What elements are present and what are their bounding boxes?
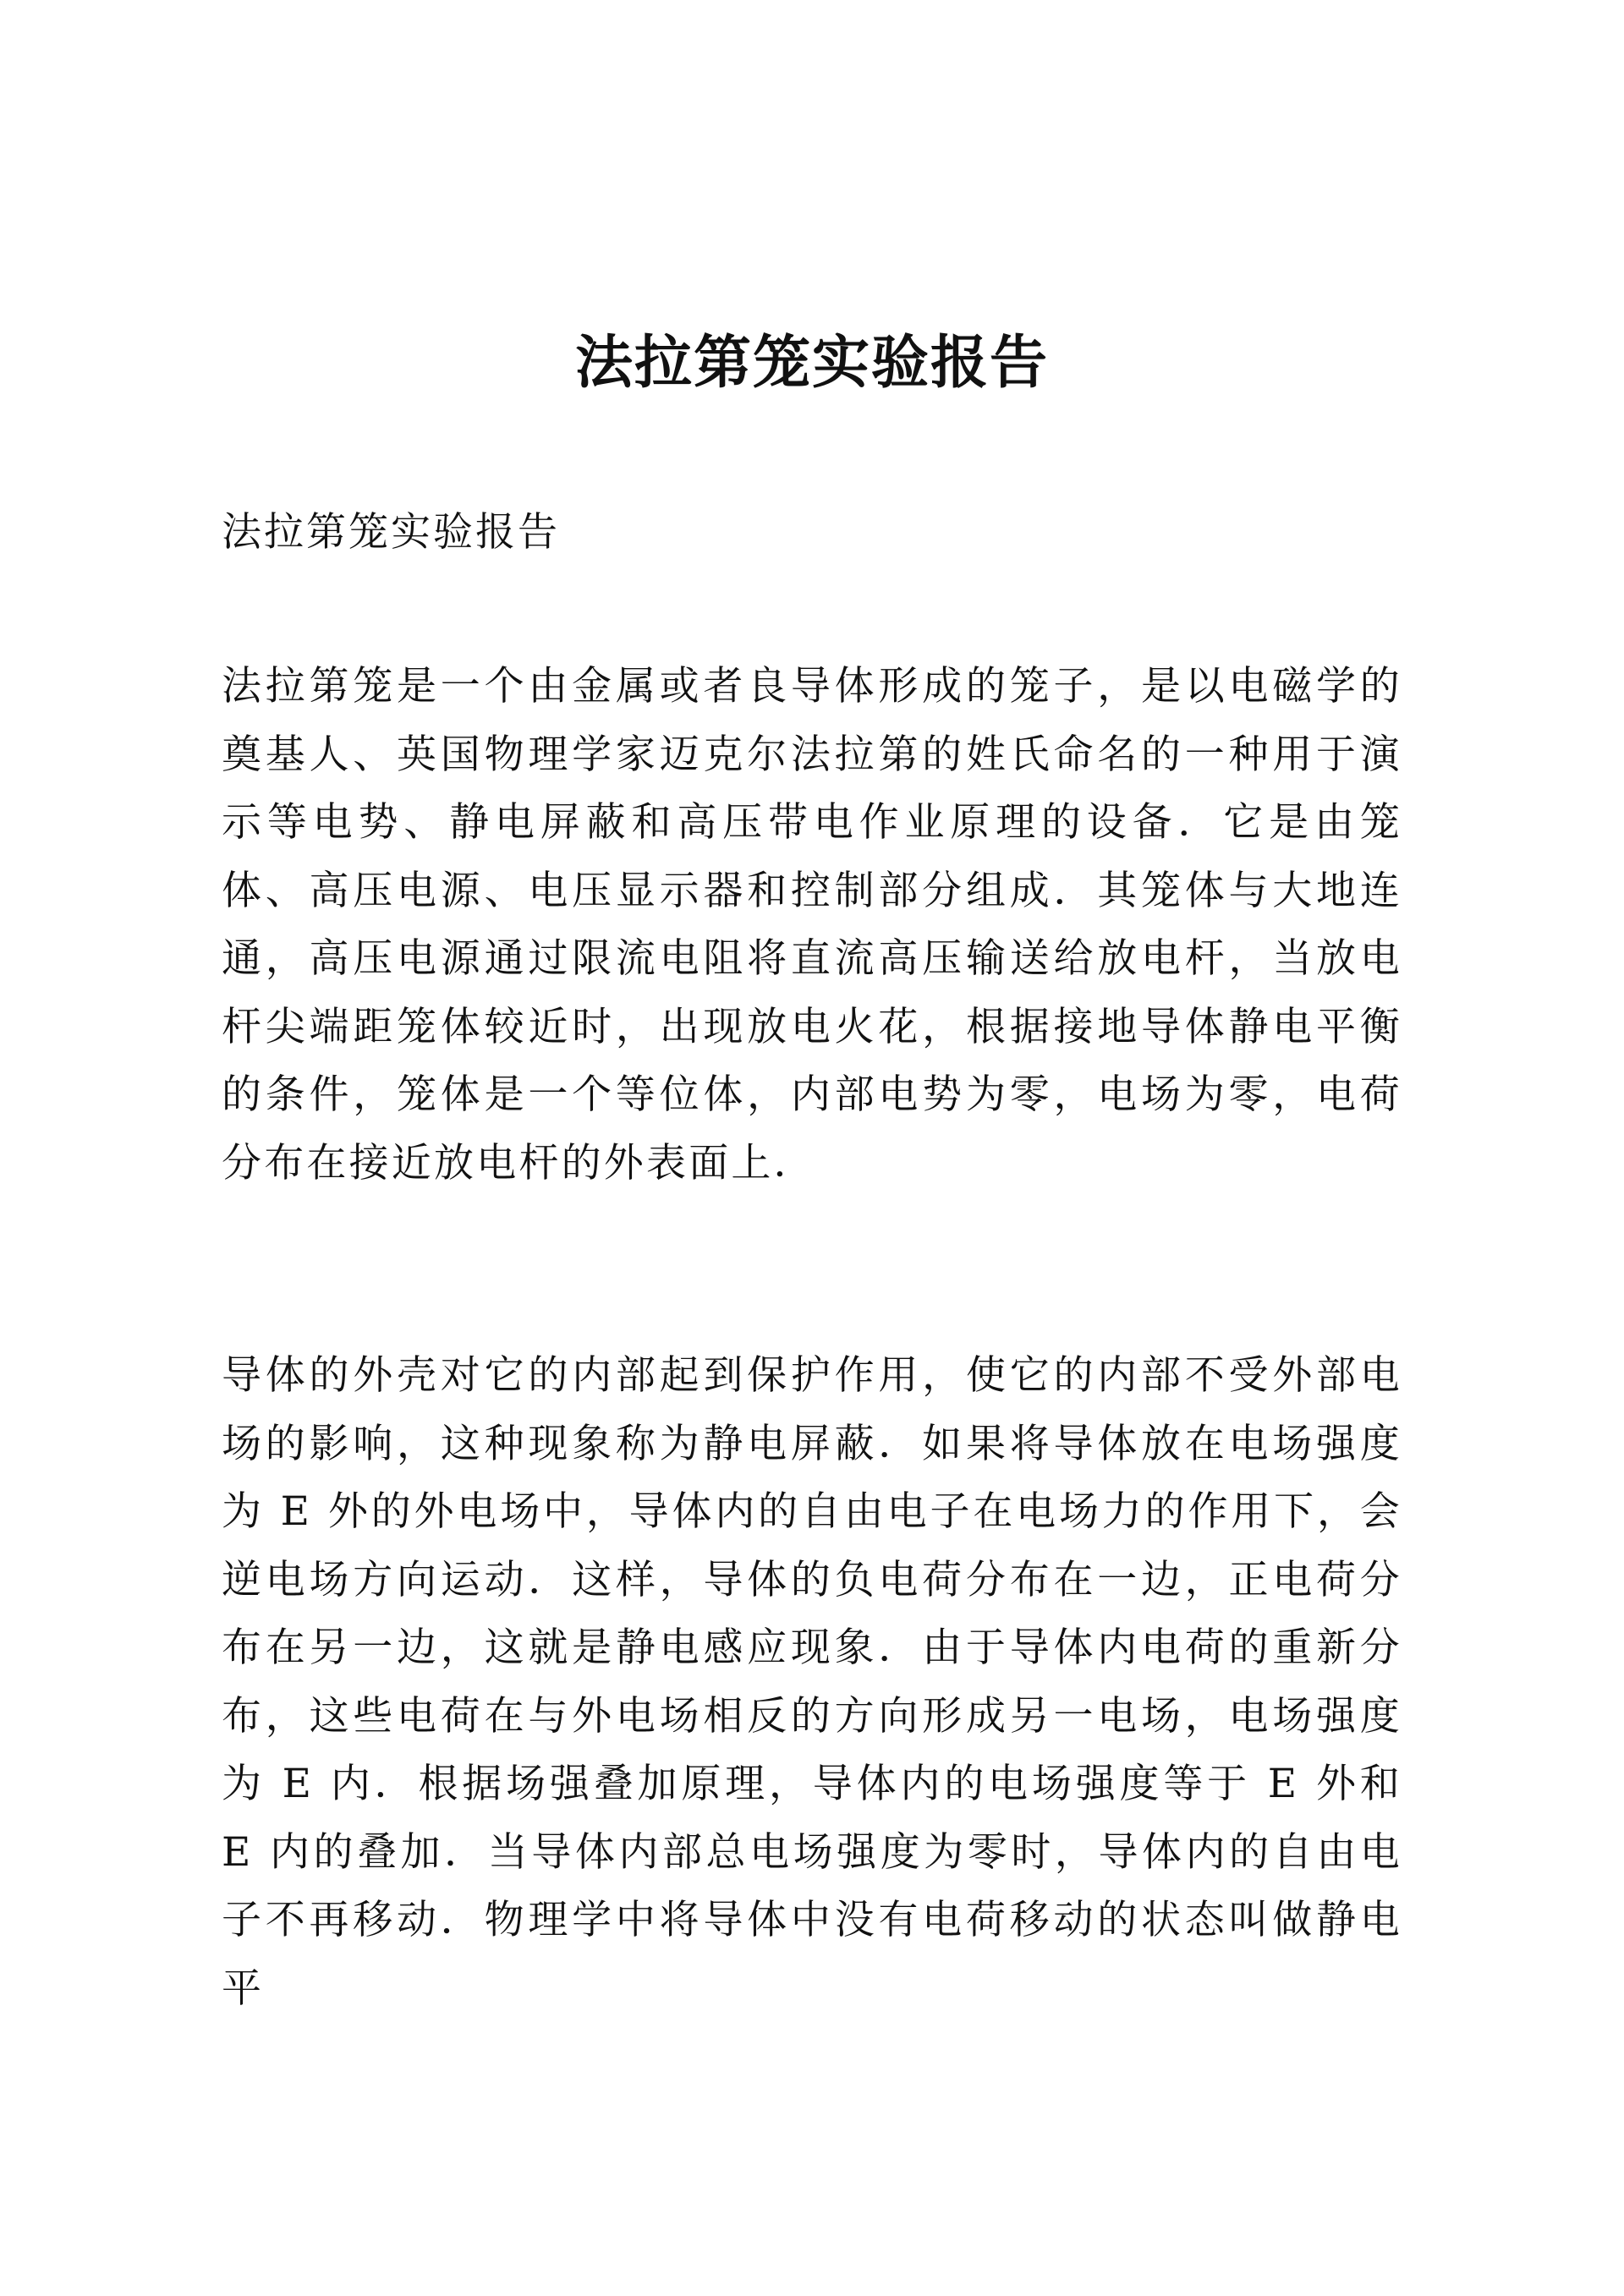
paragraph-2: 导体的外壳对它的内部起到保护作用，使它的内部不受外部电场的影响，这种现象称为静电屏蔽．如果将导体放在电场强度为 E 外的外电场中，导体内的自由电子在电场力的作用下，会逆电场方向运动．这样，导体的负电荷分布在一边，正电荷分布在另一边，这就是静电感应现象．由于导体内电荷的重新分布，这些电荷在与外电场相反的方向形成另一电场，电场强度为 E 内．根据场强叠加原理，导体内的电场强度等于 E 外和 E 内的叠加．当导体内部总电场强度为零时，导体内的自由电子不再移动．物理学中将导体中没有电荷移动的状态叫做静电平 [222,1352,1402,2012]
document-title: 法拉第笼实验报告 [574,329,1049,397]
paragraph-1: 法拉第笼是一个由金属或者良导体形成的笼子，是以电磁学的奠基人、英国物理学家迈克尔法拉第的姓氏命名的一种用于演示等电势、静电屏蔽和高压带电作业原理的设备．它是由笼体、高压电源、电压显示器和控制部分组成．其笼体与大地连通，高压电源通过限流电阻将直流高压输送给放电杆，当放电杆尖端距笼体较近时，出现放电火花，根据接地导体静电平衡的条件，笼体是一个等位体，内部电势为零，电场为零，电荷分布在接近放电杆的外表面上． [222,663,1402,1186]
document-subtitle: 法拉第笼实验报告 [222,509,560,556]
